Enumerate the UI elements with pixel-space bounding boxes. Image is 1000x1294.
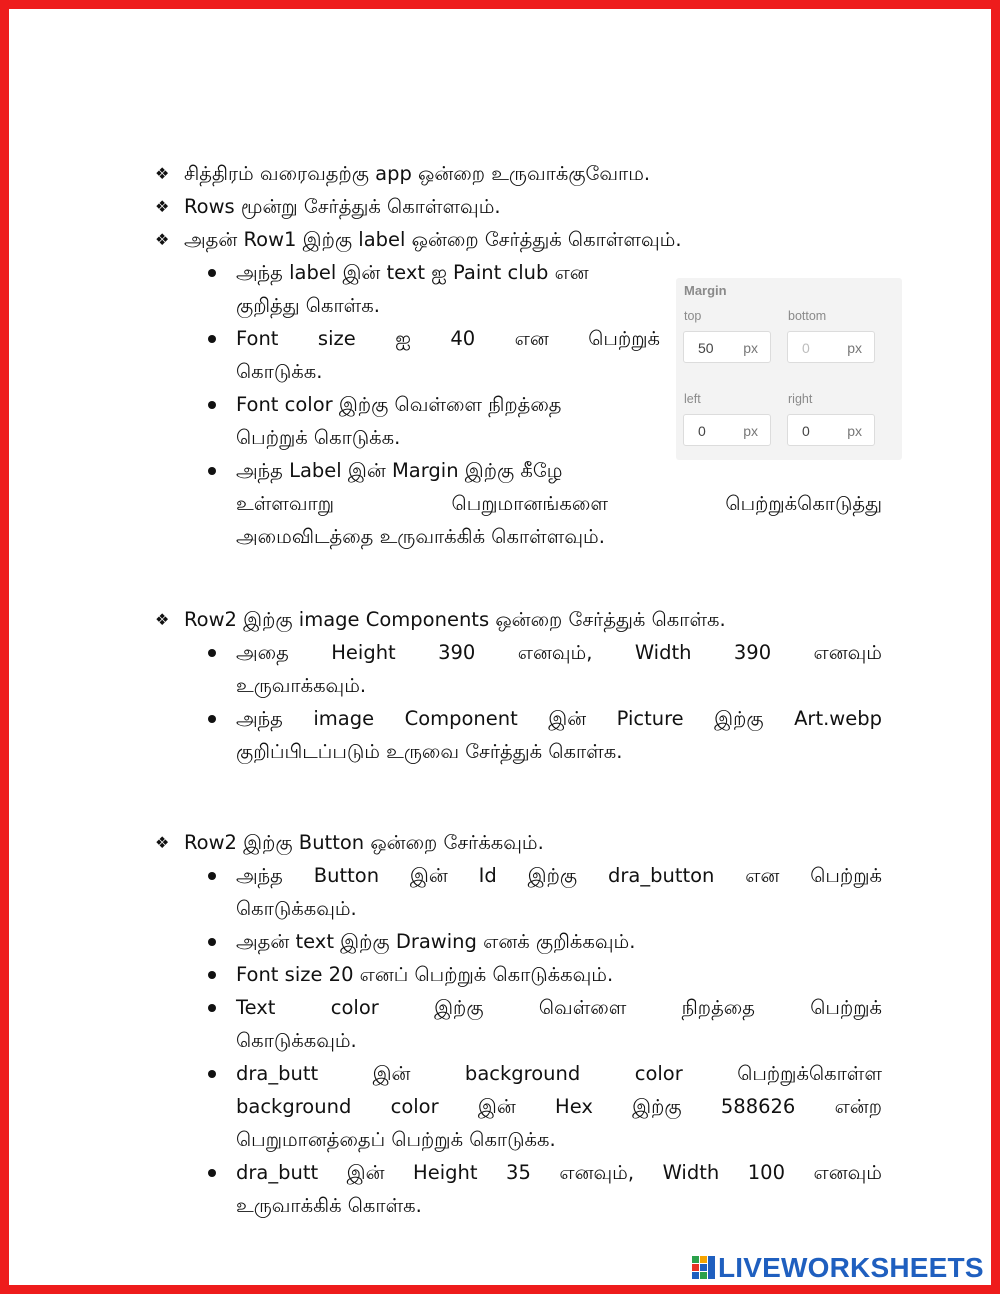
margin-top-value: 50 <box>698 340 714 356</box>
margin-bottom-input[interactable] <box>787 331 875 363</box>
dot-bullet-icon <box>208 1070 216 1078</box>
bullet-text: Row2 இற்கு Button ஒன்றை சேர்க்கவும். <box>184 831 544 854</box>
bullet-text: சித்திரம் வரைவதற்கு app ஒன்றை உருவாக்குவோம. <box>184 162 651 185</box>
margin-bottom-value: 0 <box>802 340 810 356</box>
sub-bullet-line: அந்த Label இன் Margin இற்கு கீழே <box>236 459 563 482</box>
liveworksheets-logo-icon <box>692 1256 716 1280</box>
dot-bullet-icon <box>208 872 216 880</box>
diamond-bullet-icon: ❖ <box>155 230 170 249</box>
sub-bullet-line: dra_butt இன் background color பெற்றுக்கொள்ள <box>236 1062 882 1085</box>
diamond-bullet-icon: ❖ <box>155 833 170 852</box>
dot-bullet-icon <box>208 1004 216 1012</box>
bullet-text: Rows மூன்று சேர்த்துக் கொள்ளவும். <box>184 195 501 218</box>
sub-bullet-line: அதை Height 390 எனவும், Width 390 எனவும் <box>236 641 882 664</box>
dot-bullet-icon <box>208 467 216 475</box>
margin-top-label: top <box>684 309 702 323</box>
sub-bullet-line: அந்த image Component இன் Picture இற்கு Art.webp <box>236 707 882 730</box>
dot-bullet-icon <box>208 715 216 723</box>
margin-title: Margin <box>684 283 727 298</box>
margin-right-input[interactable] <box>787 414 875 446</box>
margin-left-input[interactable] <box>683 414 771 446</box>
margin-left-label: left <box>684 392 701 406</box>
sub-bullet-line: அமைவிடத்தை உருவாக்கிக் கொள்ளவும். <box>236 525 605 548</box>
sub-bullet-line: background color இன் Hex இற்கு 588626 என்ற <box>236 1095 882 1118</box>
dot-bullet-icon <box>208 335 216 343</box>
margin-right-label: right <box>788 392 813 406</box>
margin-left-value: 0 <box>698 423 706 439</box>
sub-bullet-line: அதன் text இற்கு Drawing எனக் குறிக்கவும். <box>236 930 636 953</box>
logo-text: LIVEWORKSHEETS <box>718 1252 984 1283</box>
unit-label: px <box>743 340 758 356</box>
bullet-text: அதன் Row1 இற்கு label ஒன்றை சேர்த்துக் கொள்ளவும். <box>184 228 682 251</box>
sub-bullet-line: குறிப்பிடப்படும் உருவை சேர்த்துக் கொள்க. <box>236 740 623 763</box>
unit-label: px <box>847 340 862 356</box>
sub-bullet-line: உருவாக்கவும். <box>236 674 367 697</box>
dot-bullet-icon <box>208 938 216 946</box>
unit-label: px <box>743 423 758 439</box>
sub-bullet-line: dra_butt இன் Height 35 எனவும், Width 100 எனவும் <box>236 1161 882 1184</box>
sub-bullet-line: உள்ளவாறு பெறுமானங்களை பெற்றுக்கொடுத்து <box>236 492 882 515</box>
diamond-bullet-icon: ❖ <box>155 197 170 216</box>
bullet-text: Row2 இற்கு image Components ஒன்றை சேர்த்துக் கொள்க. <box>184 608 726 631</box>
dot-bullet-icon <box>208 1169 216 1177</box>
sub-bullet-line: அந்த Button இன் Id இற்கு dra_button என பெற்றுக் <box>236 864 882 887</box>
sub-bullet-line: கொடுக்கவும். <box>236 897 357 920</box>
margin-settings-panel <box>676 278 902 460</box>
margin-bottom-label: bottom <box>788 309 827 323</box>
sub-bullet-line: கொடுக்க. <box>236 360 323 383</box>
sub-bullet-line: பெறுமானத்தைப் பெற்றுக் கொடுக்க. <box>236 1128 556 1151</box>
unit-label: px <box>847 423 862 439</box>
sub-bullet-line: Font color இற்கு வெள்ளை நிறத்தை <box>236 393 562 416</box>
sub-bullet-line: Font size ஐ 40 என பெற்றுக் <box>236 327 660 350</box>
dot-bullet-icon <box>208 971 216 979</box>
sub-bullet-line: Font size 20 எனப் பெற்றுக் கொடுக்கவும். <box>236 963 614 986</box>
sub-bullet-line: அந்த label இன் text ஐ Paint club என <box>236 261 589 284</box>
margin-right-value: 0 <box>802 423 810 439</box>
sub-bullet-line: உருவாக்கிக் கொள்க. <box>236 1194 422 1217</box>
margin-top-input[interactable] <box>683 331 771 363</box>
sub-bullet-line: Text color இற்கு வெள்ளை நிறத்தை பெற்றுக் <box>236 996 882 1019</box>
dot-bullet-icon <box>208 649 216 657</box>
diamond-bullet-icon: ❖ <box>155 610 170 629</box>
sub-bullet-line: குறித்து கொள்க. <box>236 294 380 317</box>
dot-bullet-icon <box>208 269 216 277</box>
sub-bullet-line: கொடுக்கவும். <box>236 1029 357 1052</box>
sub-bullet-line: பெற்றுக் கொடுக்க. <box>236 426 401 449</box>
diamond-bullet-icon: ❖ <box>155 164 170 183</box>
dot-bullet-icon <box>208 401 216 409</box>
